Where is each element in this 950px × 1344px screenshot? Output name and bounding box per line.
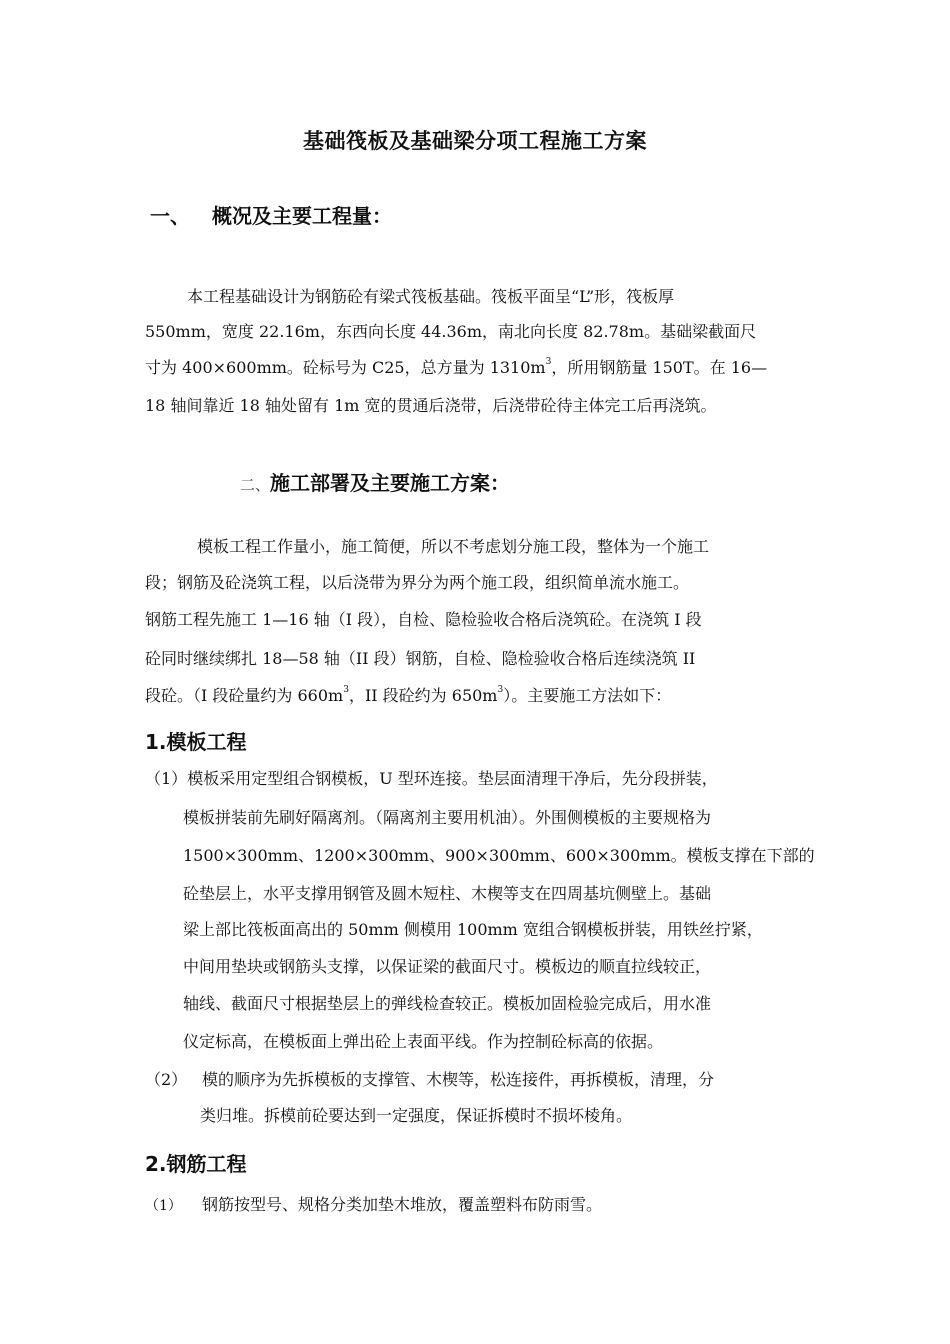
section2-number: 二、	[240, 476, 271, 494]
section1-heading	[150, 200, 392, 229]
sub1-item1-line-4: 砼垫层上，水平支撑用钢管及圆木短柱、木楔等支在四周基坑侧壁上。基础	[183, 884, 712, 903]
item-number: （2）	[145, 1070, 188, 1089]
section2-line-5: 段砼。（I 段砼量约为 $660m^3$，II 段砼约为 $650m^3$）。主要施工方法如下：	[145, 685, 672, 705]
sub1-item2-line-2: 类归堆。拆模前砼要达到一定强度，保证拆模时不损坏棱角。	[200, 1106, 633, 1125]
section2-line-4: 砼同时继续绑扎 18—58 轴（II 段）钢筋，自检、隐检验收合格后连续浇筑 II	[145, 649, 696, 668]
sub1-item2-line-1: （2） 模的顺序为先拆模板的支撑管、木楔等，松连接件，再拆模板，清理，分	[145, 1070, 715, 1089]
section2-title: 施工部署及主要施工方案：	[270, 471, 511, 495]
sub1-item1-line-8: 仪定标高，在模板面上弹出砼上表面平线。作为控制砼标高的依据。	[183, 1032, 664, 1051]
section1-line-1: 本工程基础设计为钢筋砼有梁式筏板基础。筏板平面呈“L”形，筏板厚	[187, 287, 675, 306]
section1-line-4: 18 轴间靠近 18 轴处留有 1m 宽的贯通后浇带，后浇带砼待主体完工后再浇筑。	[145, 396, 717, 415]
section2-line-2: 段；钢筋及砼浇筑工程，以后浇带为界分为两个施工段，组织简单流水施工。	[145, 573, 690, 592]
sub2-item1-line-1: （1） 钢筋按型号、规格分类加垫木堆放，覆盖塑料布防雨雪。	[145, 1195, 603, 1214]
section2-line-3: 钢筋工程先施工 1—16 轴（I 段），自检、隐检验收合格后浇筑砼。在浇筑 I 段	[145, 610, 702, 629]
section1-line-3: 寸为 400×600mm。砼标号为 C25，总方量为 $1310m^3$，所用钢筋量 150T。在 16—	[145, 357, 768, 377]
sub1-item1-line-2: 模板拼装前先刷好隔离剂。（隔离剂主要用机油）。外围侧模板的主要规格为	[183, 808, 712, 827]
sub1-item1-line-6: 中间用垫块或钢筋头支撑，以保证梁的截面尺寸。模板边的顺直拉线较正，	[183, 957, 712, 976]
superscript: 3	[545, 357, 552, 367]
section1-title: 概况及主要工程量：	[212, 204, 392, 228]
item-number: （1）	[145, 1198, 182, 1214]
sub1-item1-line-1: （1）模板采用定型组合钢模板，U 型环连接。垫层面清理干净后，先分段拼装，	[145, 769, 718, 788]
subsection1-heading: 1.模板工程	[145, 730, 247, 754]
section2-heading	[240, 467, 510, 496]
section1-number: 一、	[150, 204, 190, 228]
sub1-item1-line-7: 轴线、截面尺寸根据垫层上的弹线检查较正。模板加固检验完成后，用水准	[183, 994, 712, 1013]
item-number: （1）	[145, 769, 188, 788]
document-title: 基础筏板及基础梁分项工程施工方案	[303, 129, 647, 153]
section1-line-2: 550mm，宽度 22.16m，东西向长度 44.36m，南北向长度 82.78m。基础梁截面尺	[145, 322, 757, 341]
subsection2-heading: 2.钢筋工程	[145, 1152, 247, 1176]
section2-line-1: 模板工程工作量小，施工简便，所以不考虑划分施工段，整体为一个施工	[197, 537, 710, 556]
sub1-item1-line-5: 梁上部比筏板面高出的 50mm 侧模用 100mm 宽组合钢模板拼装，用铁丝拧紧，	[183, 920, 763, 939]
sub1-item1-line-3: 1500×300mm、1200×300mm、900×300mm、600×300mm。模板支撑在下部的	[183, 846, 815, 865]
